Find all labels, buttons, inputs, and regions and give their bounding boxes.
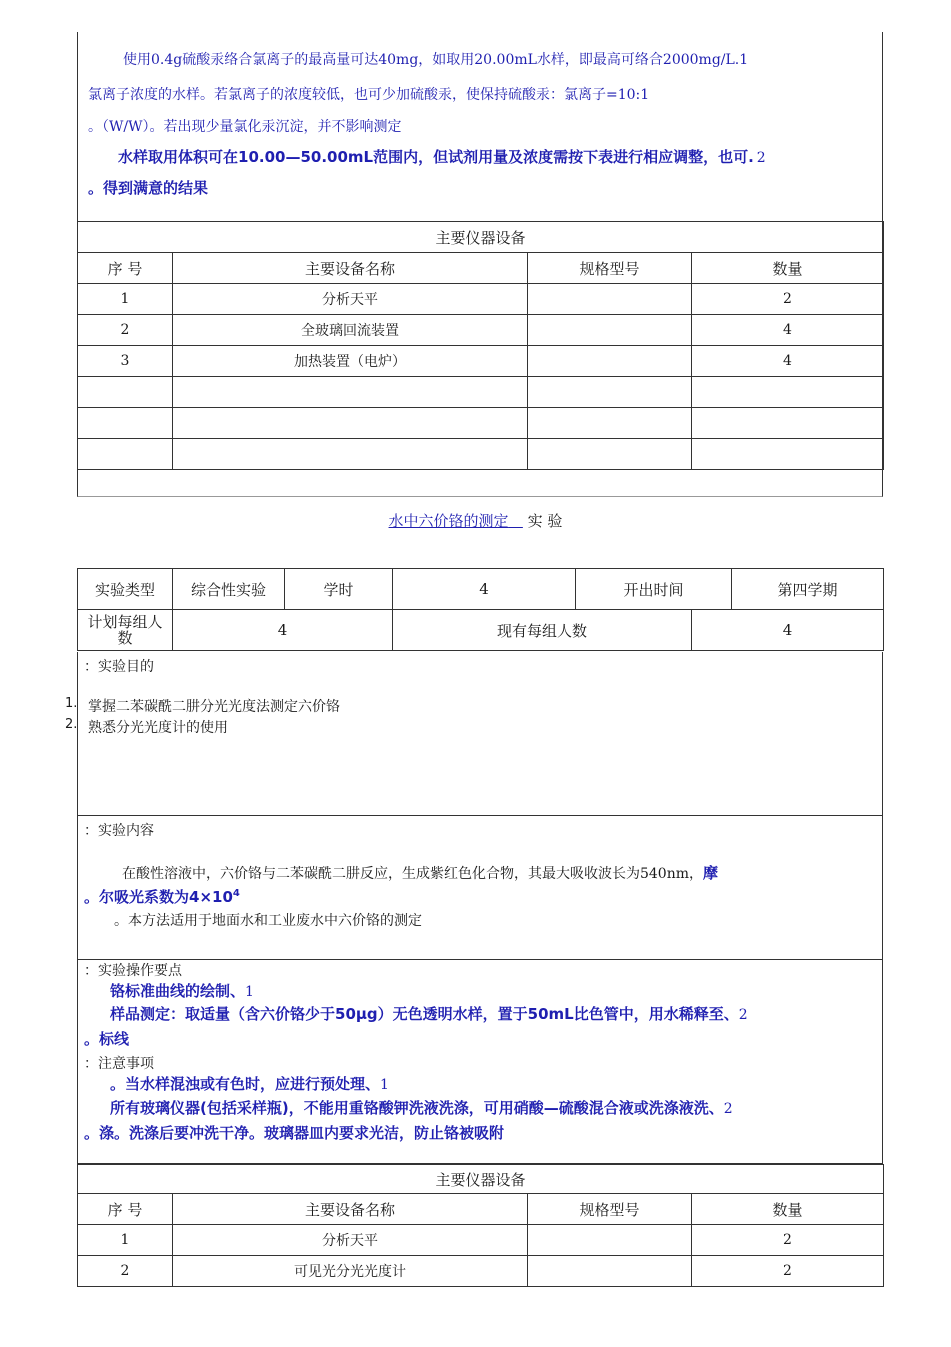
current-value: 4 <box>692 610 884 651</box>
para1-line3: 。（W/W）。若出现少量氯化汞沉淀，并不影响测定 <box>88 119 402 135</box>
cell <box>78 439 173 470</box>
cell <box>692 377 884 408</box>
operation-section <box>77 960 883 1164</box>
equipment-table-title: 主要仪器设备 <box>78 222 884 253</box>
purpose-item-2-text: 熟悉分光光度计的使用 <box>88 720 228 736</box>
note-1-num: 1 <box>380 1077 389 1093</box>
operation-item-2-cont: 。标线 <box>84 1030 130 1048</box>
table-row <box>78 439 884 470</box>
cell: 全玻璃回流装置 <box>173 315 528 346</box>
purpose-item-1 <box>65 696 340 716</box>
note-2-num: 2 <box>723 1101 733 1117</box>
plan-label-line2: 数 <box>117 629 133 647</box>
cell: 2 <box>78 315 173 346</box>
para1-line1: 使用0.4g硫酸汞络合氯离子的最高量可达40mg，如取用20.00mL水样，即最高可络合2000mg/L.1 <box>123 52 749 68</box>
cell <box>528 1225 692 1256</box>
cell: 4 <box>692 315 884 346</box>
cell <box>528 284 692 315</box>
operation-item-2-num: 2 <box>738 1007 748 1023</box>
cell <box>528 1256 692 1287</box>
operation-item-2 <box>110 1003 748 1024</box>
purpose-item-1-num: 1. <box>65 696 78 711</box>
cell <box>528 439 692 470</box>
experiment-title <box>0 510 951 531</box>
header-name: 主要设备名称 <box>173 253 528 284</box>
note-2-text: 所有玻璃仪器(包括采样瓶)，不能用重铬酸钾洗液洗涤，可用硝酸—硫酸混合液或洗涤液洗、 <box>110 1099 724 1117</box>
para1-line2: 氯离子浓度的水样。若氯离子的浓度较低，也可少加硫酸汞，使保持硫酸汞：氯离子=10:1 <box>88 87 650 103</box>
header-spec: 规格型号 <box>528 253 692 284</box>
cell: 2 <box>78 1256 173 1287</box>
purpose-section <box>65 652 883 816</box>
cell <box>692 439 884 470</box>
operation-item-1-text: 铬标准曲线的绘制、 <box>110 982 246 1000</box>
purpose-item-2-num: 2. <box>65 717 78 732</box>
note-1 <box>110 1073 389 1094</box>
equipment-table-2-title: 主要仪器设备 <box>78 1165 884 1194</box>
content-line-3: 。本方法适用于地面水和工业废水中六价铬的测定 <box>114 913 422 929</box>
table-row <box>78 284 884 315</box>
purpose-heading: ：实验目的 <box>84 659 154 675</box>
cell <box>528 315 692 346</box>
cell: 可见光分光光度计 <box>173 1256 528 1287</box>
para2-number: 2 <box>756 150 766 166</box>
cell <box>692 408 884 439</box>
experiment-name: 水中六价铬的测定 <box>388 512 509 530</box>
cell: 3 <box>78 346 173 377</box>
operation-heading: ：实验操作要点 <box>84 963 182 979</box>
header-qty: 数量 <box>692 253 884 284</box>
content-heading: ：实验内容 <box>84 823 154 839</box>
plan-label <box>78 610 173 651</box>
table-row <box>78 408 884 439</box>
type-value: 综合性实验 <box>173 569 285 610</box>
cell <box>78 377 173 408</box>
cell: 加热装置（电炉） <box>173 346 528 377</box>
content-line-2-sup: 4 <box>232 888 240 899</box>
header-qty: 数量 <box>692 1194 884 1225</box>
equipment-table-1 <box>77 221 884 470</box>
operation-item-1 <box>110 980 254 1001</box>
table-row <box>78 1225 884 1256</box>
para2-line1 <box>118 146 766 167</box>
purpose-item-1-text: 掌握二苯碳酰二肼分光光度法测定六价铬 <box>88 699 340 715</box>
table-row <box>78 315 884 346</box>
time-label: 开出时间 <box>576 569 732 610</box>
para2-text: 水样取用体积可在10.00—50.00mL范围内，但试剂用量及浓度需按下表进行相应调整，也可. <box>118 148 754 166</box>
note-2 <box>110 1097 733 1118</box>
hours-value: 4 <box>393 569 576 610</box>
plan-value: 4 <box>173 610 393 651</box>
experiment-info-table <box>77 568 884 651</box>
type-label: 实验类型 <box>78 569 173 610</box>
operation-item-2-text: 样品测定：取适量（含六价铬少于50μg）无色透明水样，置于50mL比色管中，用水稀释至、 <box>110 1005 739 1023</box>
cell <box>173 439 528 470</box>
header-spec: 规格型号 <box>528 1194 692 1225</box>
table-row <box>78 377 884 408</box>
header-index: 序 号 <box>78 1194 173 1225</box>
cell: 2 <box>692 1256 884 1287</box>
header-name: 主要设备名称 <box>173 1194 528 1225</box>
equipment-table-2 <box>77 1164 884 1287</box>
table-row <box>78 1256 884 1287</box>
para2-line2: 。得到满意的结果 <box>88 179 209 197</box>
cell <box>528 346 692 377</box>
content-line-1-end: 摩 <box>703 864 719 882</box>
cell <box>78 408 173 439</box>
content-line-2 <box>84 886 240 907</box>
table-header-row <box>78 253 884 284</box>
info-row-1 <box>78 569 884 610</box>
cell: 4 <box>692 346 884 377</box>
plan-label-line1: 计划每组人 <box>87 613 163 631</box>
current-label: 现有每组人数 <box>393 610 692 651</box>
time-value: 第四学期 <box>732 569 884 610</box>
cell: 1 <box>78 1225 173 1256</box>
cell: 分析天平 <box>173 284 528 315</box>
table-row <box>78 346 884 377</box>
cell <box>173 377 528 408</box>
info-row-2 <box>78 610 884 651</box>
header-index: 序 号 <box>78 253 173 284</box>
note-2-cont: 。涤。洗涤后要冲洗干净。玻璃器皿内要求光洁，防止铬被吸附 <box>84 1124 505 1142</box>
note-1-text: 。当水样混浊或有色时，应进行预处理、 <box>110 1075 381 1093</box>
cell: 2 <box>692 1225 884 1256</box>
hours-label: 学时 <box>285 569 393 610</box>
content-line-1-text: 在酸性溶液中，六价铬与二苯碳酰二肼反应，生成紫红色化合物，其最大吸收波长为540nm， <box>122 866 704 882</box>
cell <box>528 377 692 408</box>
content-line-1 <box>122 862 718 883</box>
cell <box>173 408 528 439</box>
cell <box>528 408 692 439</box>
cell: 分析天平 <box>173 1225 528 1256</box>
experiment-suffix: 实 验 <box>527 512 563 530</box>
table-header-row <box>78 1194 884 1225</box>
notes-heading: ：注意事项 <box>84 1056 154 1072</box>
purpose-item-2 <box>65 717 228 737</box>
operation-item-1-num: 1 <box>245 984 254 1000</box>
content-line-2-text: 。尔吸光系数为4×10 <box>84 888 233 906</box>
cell: 1 <box>78 284 173 315</box>
cell: 2 <box>692 284 884 315</box>
content-section <box>77 816 883 960</box>
